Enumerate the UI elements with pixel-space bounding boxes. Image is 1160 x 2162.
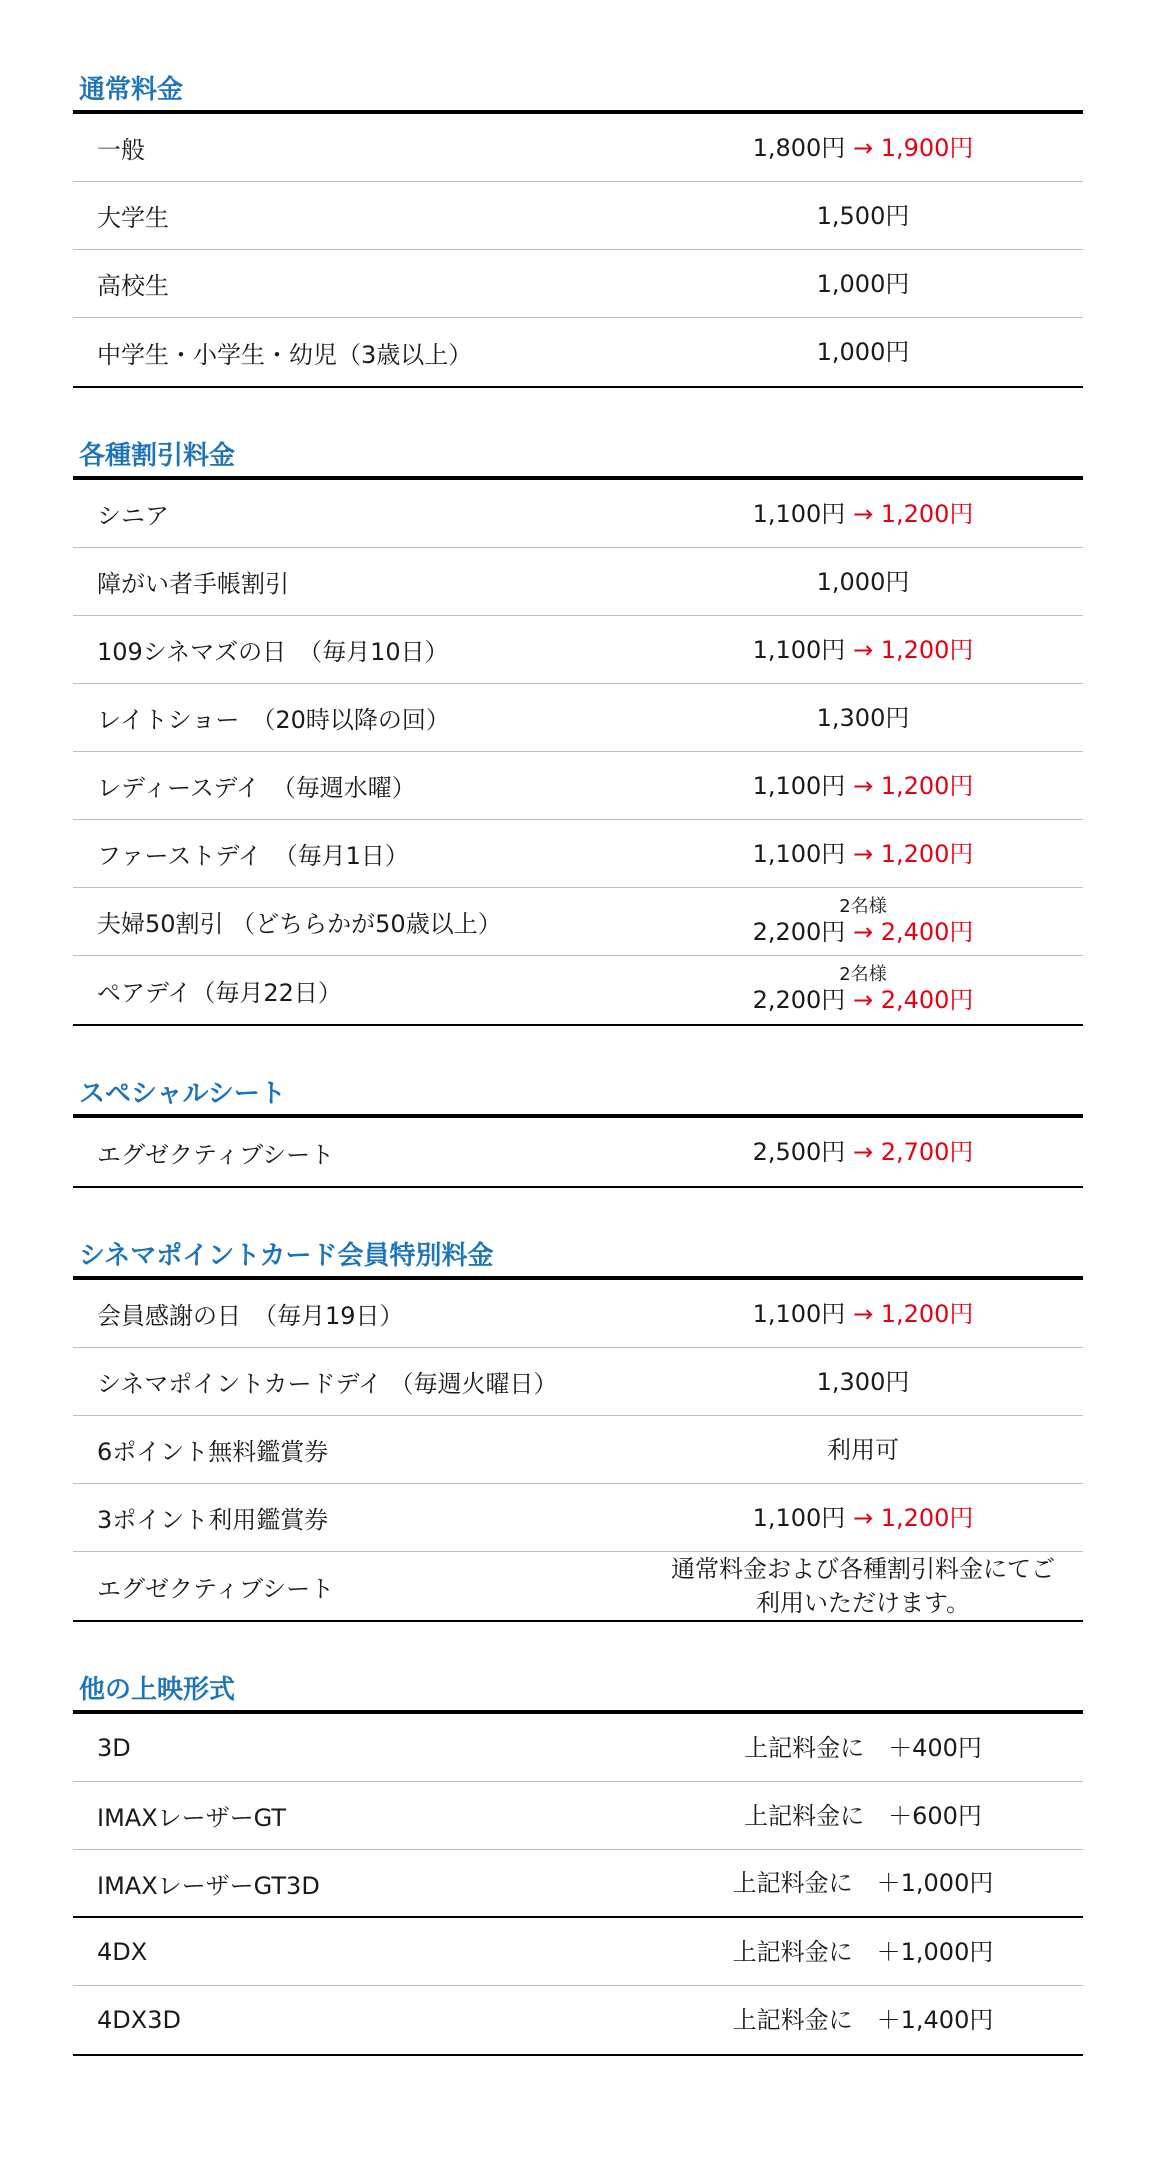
- arrow-icon: →: [852, 1503, 874, 1532]
- row-price: 1,000円: [816, 269, 910, 298]
- section-title-regular: 通常料金: [79, 75, 184, 105]
- table-row: [73, 318, 1083, 386]
- table-row: [73, 1782, 1083, 1850]
- price-table-formats: [73, 1710, 1083, 2056]
- old-price: 1,100円: [752, 499, 846, 528]
- row-price: [643, 499, 1083, 529]
- old-price: 1,100円: [752, 839, 846, 868]
- new-price: 1,900円: [880, 133, 974, 162]
- new-price: 1,200円: [880, 635, 974, 664]
- table-row: [73, 114, 1083, 182]
- table-row: [73, 1552, 1083, 1620]
- table-row: [73, 480, 1083, 548]
- old-price: 1,100円: [752, 1503, 846, 1532]
- table-row: [73, 616, 1083, 684]
- row-price: 1,300円: [816, 1367, 910, 1396]
- old-price: 2,200円: [752, 917, 846, 946]
- price-table-special: [73, 1114, 1083, 1188]
- row-price: [643, 635, 1083, 665]
- arrow-icon: →: [852, 839, 874, 868]
- row-price: 利用可: [827, 1435, 899, 1464]
- row-price: 上記料金に ＋600円: [744, 1801, 982, 1830]
- row-label: エグゼクティブシート: [97, 1574, 335, 1603]
- row-label: ペアデイ（毎月22日）: [97, 978, 342, 1007]
- row-label: レイトショー （20時以降の回）: [97, 706, 450, 734]
- row-price: [643, 133, 1083, 163]
- table-row: [73, 820, 1083, 888]
- new-price: 1,200円: [880, 839, 974, 868]
- row-price: [643, 1503, 1083, 1533]
- table-row: [73, 1416, 1083, 1484]
- row-price: 1,000円: [816, 567, 910, 596]
- row-price: [643, 771, 1083, 801]
- row-label: シネマポイントカードデイ （毎週火曜日）: [97, 1370, 558, 1398]
- section-title-special: スペシャルシート: [79, 1079, 286, 1109]
- table-row: [73, 1918, 1083, 1986]
- arrow-icon: →: [852, 917, 874, 946]
- table-row: [73, 548, 1083, 616]
- table-row: [73, 250, 1083, 318]
- old-price: 2,200円: [752, 986, 846, 1014]
- row-label: 障がい者手帳割引: [97, 570, 289, 598]
- table-row: [73, 1850, 1083, 1918]
- row-price: [643, 965, 1083, 1015]
- price-note-line1: 通常料金および各種割引料金にてご: [671, 1555, 1055, 1583]
- row-label: 大学生: [97, 204, 169, 232]
- old-price: 1,100円: [752, 771, 846, 800]
- row-label: 6ポイント無料鑑賞券: [97, 1438, 329, 1466]
- arrow-icon: →: [852, 635, 874, 664]
- section-title-member: シネマポイントカード会員特別料金: [79, 1241, 494, 1271]
- price-note: 2名様: [839, 964, 887, 985]
- table-row: [73, 752, 1083, 820]
- table-row: [73, 1118, 1083, 1186]
- row-label: レディースデイ （毎週水曜）: [97, 774, 416, 802]
- row-label: 一般: [97, 136, 145, 164]
- arrow-icon: →: [852, 133, 874, 162]
- arrow-icon: →: [852, 1138, 874, 1166]
- old-price: 1,100円: [752, 1299, 846, 1328]
- old-price: 2,500円: [752, 1138, 846, 1166]
- price-table-discount: [73, 476, 1083, 1026]
- new-price: 1,200円: [880, 1503, 974, 1532]
- row-price: 上記料金に ＋400円: [744, 1733, 982, 1762]
- row-label: 中学生・小学生・幼児（3歳以上）: [97, 340, 473, 369]
- row-label: 会員感謝の日 （毎月19日）: [97, 1302, 404, 1330]
- section-title-formats: 他の上映形式: [79, 1675, 236, 1705]
- row-price: [643, 897, 1083, 947]
- row-price: 上記料金に ＋1,000円: [732, 1937, 994, 1966]
- row-price: 1,300円: [816, 703, 910, 732]
- row-price: 1,000円: [816, 338, 910, 366]
- arrow-icon: →: [852, 499, 874, 528]
- arrow-icon: →: [852, 771, 874, 800]
- row-label: 109シネマズの日 （毎月10日）: [97, 638, 449, 666]
- new-price: 2,400円: [880, 917, 974, 946]
- old-price: 1,800円: [752, 133, 846, 162]
- table-row: [73, 1714, 1083, 1782]
- arrow-icon: →: [852, 986, 874, 1014]
- new-price: 1,200円: [880, 771, 974, 800]
- row-label: 高校生: [97, 272, 169, 300]
- row-label: 3D: [97, 1733, 131, 1762]
- arrow-icon: →: [852, 1299, 874, 1328]
- table-row: [73, 956, 1083, 1024]
- new-price: 2,400円: [880, 986, 974, 1014]
- table-row: [73, 888, 1083, 956]
- row-label: 4DX3D: [97, 2006, 181, 2034]
- price-table-member: [73, 1276, 1083, 1622]
- row-price: 1,500円: [816, 201, 910, 230]
- new-price: 2,700円: [880, 1138, 974, 1166]
- table-row: [73, 1484, 1083, 1552]
- section-title-discount: 各種割引料金: [79, 441, 236, 471]
- row-price: [643, 1137, 1083, 1167]
- row-price: [643, 1299, 1083, 1329]
- price-note-line2: 利用いただけます。: [755, 1589, 971, 1617]
- price-note: 2名様: [839, 895, 887, 917]
- row-price: [643, 839, 1083, 869]
- new-price: 1,200円: [880, 499, 974, 528]
- row-price: [643, 1552, 1083, 1620]
- table-row: [73, 182, 1083, 250]
- old-price: 1,100円: [752, 635, 846, 664]
- new-price: 1,200円: [880, 1299, 974, 1328]
- row-label: IMAXレーザーGT: [97, 1804, 287, 1832]
- row-label: エグゼクティブシート: [97, 1140, 335, 1169]
- table-row: [73, 1348, 1083, 1416]
- row-label: 3ポイント利用鑑賞券: [97, 1506, 329, 1534]
- row-label: ファーストデイ （毎月1日）: [97, 842, 409, 870]
- table-row: [73, 684, 1083, 752]
- table-row: [73, 1986, 1083, 2054]
- row-label: シニア: [97, 502, 169, 530]
- row-label: 4DX: [97, 1937, 148, 1966]
- table-row: [73, 1280, 1083, 1348]
- price-page: [73, 70, 1083, 2056]
- row-label: IMAXレーザーGT3D: [97, 1871, 320, 1900]
- row-price: 上記料金に ＋1,400円: [732, 2006, 994, 2034]
- price-table-regular: [73, 110, 1083, 388]
- row-label: 夫婦50割引 （どちらかが50歳以上）: [97, 910, 502, 938]
- row-price: 上記料金に ＋1,000円: [732, 1869, 994, 1897]
